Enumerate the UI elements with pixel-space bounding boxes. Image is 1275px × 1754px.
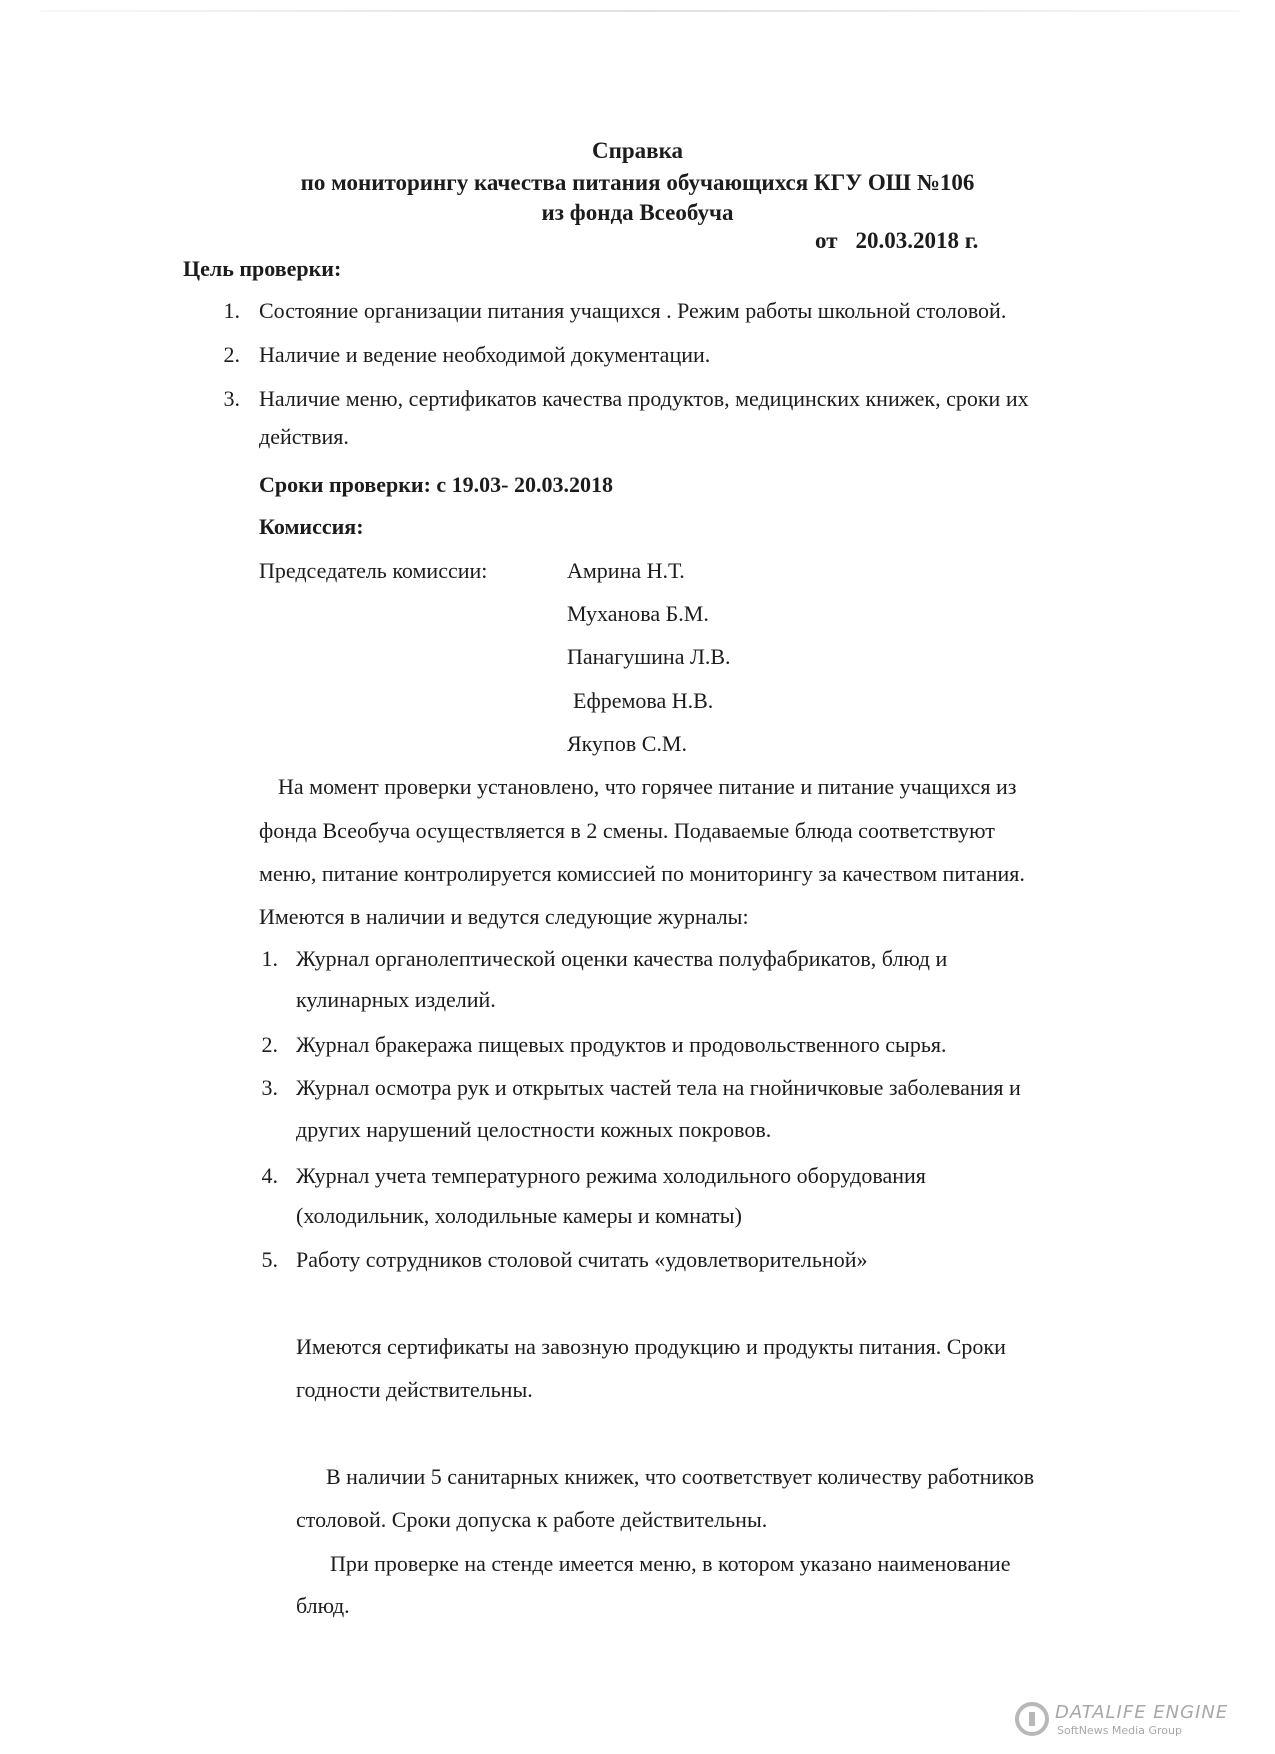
journal-5-text: Работу сотрудников столовой считать «удовлетворительной» bbox=[296, 1247, 868, 1272]
commission-member: Панагушина Л.В. bbox=[567, 644, 731, 669]
date-prefix: от bbox=[815, 228, 838, 253]
menu-line: блюд. bbox=[296, 1593, 350, 1618]
commission-member: Ефремова Н.В. bbox=[573, 688, 714, 713]
journal-3-number: 3. bbox=[261, 1075, 278, 1100]
journal-4-continuation: (холодильник, холодильные камеры и комнаты) bbox=[296, 1203, 742, 1228]
journal-2-number: 2. bbox=[261, 1032, 278, 1057]
watermark-subtitle: SoftNews Media Group bbox=[1057, 1724, 1182, 1737]
journal-3-text: Журнал осмотра рук и открытых частей тела на гнойничковые заболевания и bbox=[296, 1075, 1021, 1100]
commission-chair-label: Председатель комиссии: bbox=[259, 558, 488, 583]
goal-item-3-number: 3. bbox=[223, 386, 240, 411]
goal-item-3-continuation: действия. bbox=[259, 424, 349, 449]
journal-1-number: 1. bbox=[261, 946, 278, 971]
datalife-engine-watermark bbox=[1015, 1698, 1255, 1742]
findings-line: фонда Всеобуча осуществляется в 2 смены. Подаваемые блюда соответствуют bbox=[259, 818, 995, 843]
journal-5-number: 5. bbox=[261, 1247, 278, 1272]
journal-4-number: 4. bbox=[261, 1163, 278, 1188]
document-title: Справка bbox=[592, 138, 683, 163]
journal-1-text: Журнал органолептической оценки качества полуфабрикатов, блюд и bbox=[296, 946, 948, 971]
journal-4-text: Журнал учета температурного режима холодильного оборудования bbox=[296, 1163, 926, 1188]
document-subtitle: по мониторингу качества питания обучающихся КГУ ОШ №106 bbox=[300, 170, 975, 195]
sanitary-books-line: столовой. Сроки допуска к работе действительны. bbox=[296, 1507, 768, 1532]
findings-line: Имеются в наличии и ведутся следующие журналы: bbox=[259, 904, 749, 929]
commission-member: Муханова Б.М. bbox=[567, 601, 709, 626]
watermark-name: DATALIFE ENGINE bbox=[1055, 1702, 1229, 1723]
date-value: 20.03.2018 г. bbox=[855, 228, 979, 253]
commission-member: Якупов С.М. bbox=[567, 731, 687, 756]
commission-heading: Комиссия: bbox=[259, 514, 364, 539]
scan-edge bbox=[40, 10, 1240, 12]
goal-heading: Цель проверки: bbox=[183, 256, 342, 281]
goal-item-3-text: Наличие меню, сертификатов качества продуктов, медицинских книжек, сроки их bbox=[259, 386, 1029, 411]
journal-2-text: Журнал бракеража пищевых продуктов и продовольственного сырья. bbox=[296, 1032, 947, 1057]
findings-line: меню, питание контролируется комиссией по мониторингу за качеством питания. bbox=[259, 861, 1025, 886]
journal-3-continuation: других нарушений целостности кожных покровов. bbox=[296, 1117, 772, 1142]
inspection-period: Сроки проверки: с 19.03- 20.03.2018 bbox=[259, 472, 613, 497]
goal-item-1-number: 1. bbox=[223, 298, 240, 323]
document-date bbox=[815, 228, 978, 254]
sanitary-books-line: В наличии 5 санитарных книжек, что соответствует количеству работников bbox=[326, 1464, 1035, 1489]
document-fund-line: из фонда Всеобуча bbox=[541, 200, 734, 225]
commission-member: Амрина Н.Т. bbox=[567, 558, 685, 583]
certificates-line: Имеются сертификаты на завозную продукцию и продукты питания. Сроки bbox=[296, 1334, 1006, 1359]
goal-item-2-text: Наличие и ведение необходимой документации. bbox=[259, 342, 711, 367]
certificates-line: годности действительны. bbox=[296, 1377, 533, 1402]
datalife-logo-icon bbox=[1015, 1702, 1049, 1736]
findings-line: На момент проверки установлено, что горячее питание и питание учащихся из bbox=[278, 774, 1017, 799]
journal-1-continuation: кулинарных изделий. bbox=[296, 987, 496, 1012]
menu-line: При проверке на стенде имеется меню, в котором указано наименование bbox=[330, 1551, 1011, 1576]
goal-item-1-text: Состояние организации питания учащихся . Режим работы школьной столовой. bbox=[259, 298, 1007, 323]
goal-item-2-number: 2. bbox=[223, 342, 240, 367]
